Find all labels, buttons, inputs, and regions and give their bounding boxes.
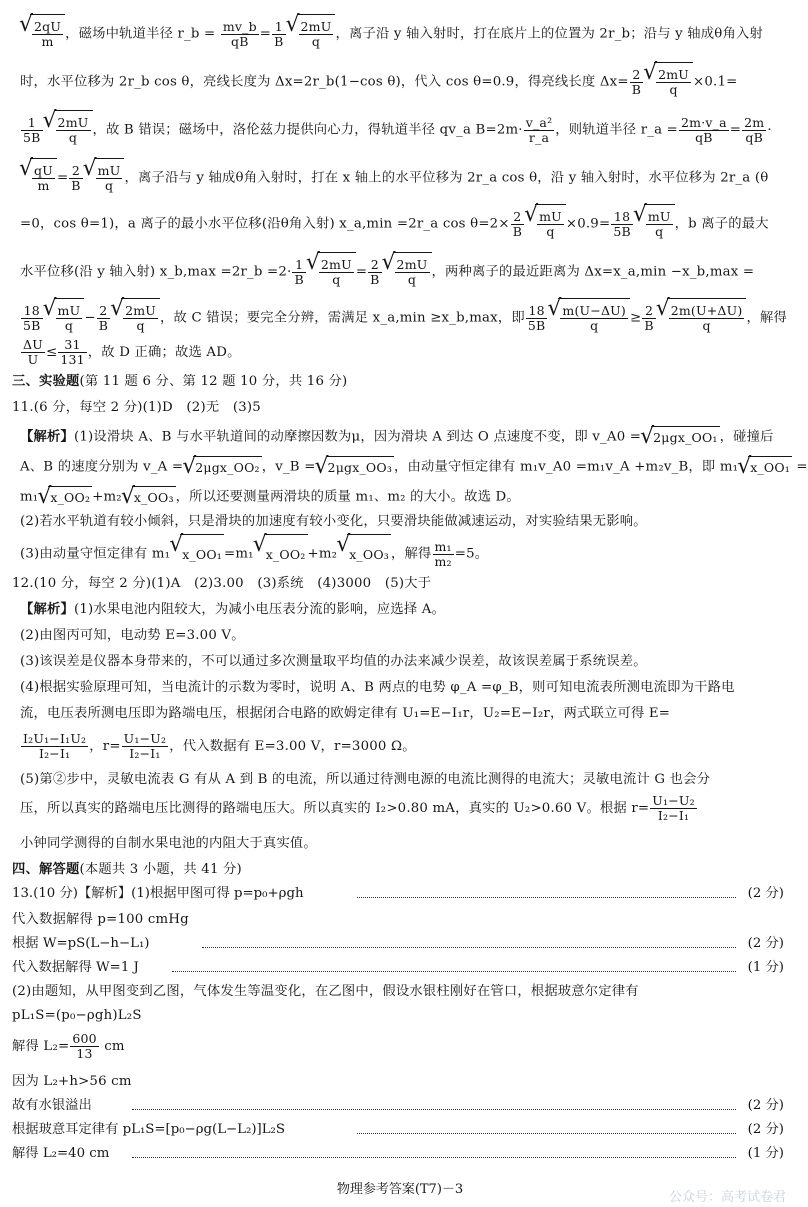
q13-row-2: 代入数据解得 p=100 cmHg	[12, 912, 189, 927]
q13-row-11: 解得 L₂=40 cm (1 分)	[12, 1146, 784, 1161]
q12-analysis-3: (3)该误差是仪器本身带来的，不可以通过多次测量取平均值的办法来减少误差，故该误差属于系统误差。	[20, 654, 647, 669]
q11-analysis-5: (3)由动量守恒定律有 m₁√ x_OO₁ =m₁√ x_OO₂ +m₂√ x_OO₃ ，解得 $\frac{\text{m₁}}{\text{m₂}}$ =5。	[20, 534, 488, 574]
q11-answer-head: 11.(6 分，每空 2 分)(1)D (2)无 (3)5	[12, 400, 261, 415]
q12-analysis-7: (5)第②步中，灵敏电流表 G 有从 A 到 B 的电流，所以通过待测电源的电流比测得的电流大；灵敏电流计 G 也会分	[20, 772, 711, 787]
q13-row-7: 解得 L₂= $\frac{600}{13}$ cm	[12, 1031, 125, 1061]
q12-analysis-2: (2)由图丙可知，电动势 E=3.00 V。	[20, 628, 245, 643]
q13-row-6: pL₁S=(p₀−ρgh)L₂S	[12, 1008, 142, 1023]
analysis-line-1: √ $\frac{2qU}{m}$ ，磁场中轨道半径 r_b = $\frac{mv\_b}{qB}$ = $\frac{1}{B}$ √ $\frac{2mU}{q}$ ，离子沿 y 轴入射时，打在底片上的位置为 2r_b；沿与 y 轴成θ角入射	[20, 14, 763, 54]
analysis-line-3: $\frac{1}{5B}$ √ $\frac{2mU}{q}$ ，故 B 错误；磁场中，洛伦兹力提供向心力，得轨道半径 qv_a B=2m· $\frac{\text{v\_a²}}{r\_a}$ ，则轨道半径 r_a = $\frac{2m\cdot v\_a}{qB}$ = $\frac{2m}{qB}$ ·	[20, 110, 772, 150]
q11-analysis-3: m₁√ x_OO₂ +m₂√ x_OO₃ ，所以还要测量两滑块的质量 m₁、m₂ 的大小。故选 D。	[20, 486, 520, 508]
q12-answer-head: 12.(10 分，每空 2 分)(1)A (2)3.00 (3)系统 (4)3000 (5)大于	[12, 576, 432, 591]
q12-analysis-1: 【解析】(1)水果电池内阻较大，为减小电压表分流的影响，应选择 A。	[20, 602, 446, 617]
sqrt-2qU-m: √ $\frac{2qU}{m}$	[20, 14, 65, 54]
analysis-line-7: $\frac{18}{5B}$ √ $\frac{mU}{q}$ − $\frac{2}{B}$ √ $\frac{2mU}{q}$ ，故 C 错误；要完全分辨，需满足 x_a,min ≥x_b,max，即 $\frac{18}{5B}$ √ $\frac{m(U-\Delta U)}{q}$ ≥ $\frac{2}{B}$ √ $\frac{2m(U+\Delta U)}{q}$ ，解得	[20, 298, 787, 338]
q13-row-5: (2)由题知，从甲图变到乙图，气体发生等温变化，在乙图中，假设水银柱刚好在管口，根据玻意尔定律有	[12, 984, 639, 999]
q13-row-1: 13.(10 分)【解析】(1)根据甲图可得 p=p₀+ρgh (2 分)	[12, 886, 784, 901]
q12-analysis-9: 小钟同学测得的自制水果电池的内阻大于真实值。	[20, 836, 317, 851]
frac-mvb-qB: $\frac{mv\_b}{qB}$	[222, 18, 257, 49]
q13-row-4: 代入数据解得 W=1 J (1 分)	[12, 960, 784, 975]
q12-analysis-6: $\frac{\text{I₂U₁−I₁U₂}}{\text{I₂−I₁}}$ ，r= $\frac{\text{U₁−U₂}}{\text{I₂−I₁}}$ ，代入数据有 E=3.00 V，r=3000 Ω。	[23, 731, 416, 761]
section-heading-solutions: 四、解答题(本题共 3 小题，共 41 分)	[12, 862, 242, 877]
analysis-line-6: 水平位移(沿 y 轴入射) x_b,max =2r_b =2· $\frac{1}{B}$ √ $\frac{2mU}{q}$ = $\frac{2}{B}$ √ $\frac{2mU}{q}$ ，两种离子的最近距离为 Δx=x_a,min −x_b,max =	[20, 252, 754, 292]
q13-row-9: 故有水银溢出 (2 分)	[12, 1098, 784, 1113]
page-footer: 物理参考答案(T7)－3	[336, 1182, 464, 1197]
q13-row-3: 根据 W=pS(L−h−L₁) (2 分)	[12, 936, 784, 951]
section-heading-experiment: 三、实验题(第 11 题 6 分、第 12 题 10 分，共 16 分)	[12, 374, 348, 389]
watermark: 公众号：高考试卷君	[668, 1190, 786, 1205]
analysis-line-2: 时，水平位移为 2r_b cos θ，亮线长度为 Δx=2r_b(1−cos θ)，代入 cos θ=0.9，得亮线长度 Δx= $\frac{2}{B}$ √ $\frac{2mU}{q}$ ×0.1=	[20, 62, 737, 102]
q11-analysis-1: 【解析】(1)设滑块 A、B 与水平轨道间的动摩擦因数为μ，因为滑块 A 到达 O 点速度不变，即 v_A0 =√ 2μgx_OO₁ ，碰撞后	[20, 426, 774, 448]
q13-row-10: 根据玻意耳定律有 pL₁S=[p₀−ρg(L−L₂)]L₂S (2 分)	[12, 1122, 784, 1137]
q12-analysis-5: 流，电压表所测电压即为路端电压，根据闭合电路的欧姆定律有 U₁=E−I₁r，U₂=E−I₂r，两式联立可得 E=	[20, 706, 671, 721]
q12-analysis-4: (4)根据实验原理可知，当电流计的示数为零时，说明 A、B 两点的电势 φ_A =φ_B，则可知电流表所测电流即为干路电	[20, 680, 735, 695]
q11-analysis-2: A、B 的速度分别为 v_A =√ 2μgx_OO₂ ，v_B =√ 2μgx_OO₃ ，由动量守恒定律有 m₁v_A0 =m₁v_A +m₂v_B，即 m₁√ x_OO₁ =	[20, 456, 808, 478]
q12-analysis-8: 压，所以真实的路端电压比测得的路端电压大。所以真实的 I₂>0.80 mA，真实的 U₂>0.60 V。根据 r= $\frac{\text{U₁−U₂}}{\text{I₂−I₁}}$	[20, 793, 695, 823]
q11-analysis-4: (2)若水平轨道有较小倾斜，只是滑块的加速度有较小变化，只要滑块能做减速运动，对实验结果无影响。	[20, 514, 647, 529]
analysis-line-4: √ $\frac{qU}{m}$ = $\frac{2}{B}$ √ $\frac{mU}{q}$ ，离子沿与 y 轴成θ角入射时，打在 x 轴上的水平位移为 2r_a cos θ，沿 y 轴入射时，水平位移为 2r_a (θ	[20, 158, 768, 198]
analysis-line-8: $\frac{\Delta U}{U}$ ≤ $\frac{31}{131}$ ，故 D 正确；故选 AD。	[23, 337, 241, 367]
analysis-line-5: =0，cos θ=1)，a 离子的最小水平位移(沿θ角入射) x_a,min =2r_a cos θ=2× $\frac{2}{B}$ √ $\frac{mU}{q}$ ×0.9= $\frac{18}{5B}$ √ $\frac{mU}{q}$ ，b 离子的最大	[20, 204, 769, 244]
q13-row-8: 因为 L₂+h>56 cm	[12, 1074, 132, 1089]
